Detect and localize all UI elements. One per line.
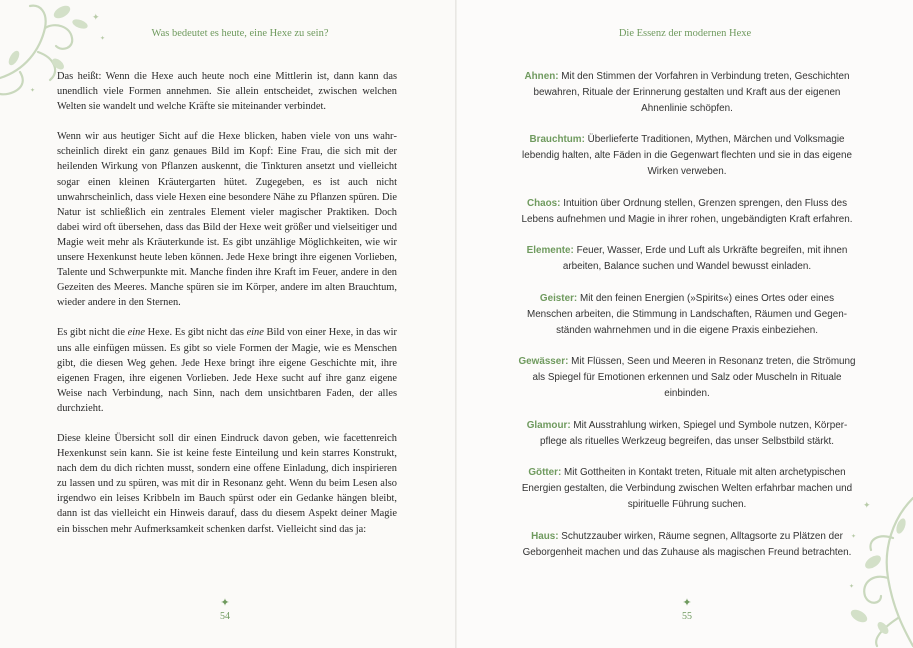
entry-term: Ahnen: <box>524 71 559 82</box>
entry-text: Mit den Stimmen der Vorfahren in Verbindung treten, Geschichten bewahren, Rituale der Erinnerung gestalten und Kraft aus der eigenen Ahnenlinie schöpfen. <box>533 71 850 114</box>
entry-term: Brauchtum: <box>529 134 585 146</box>
emphasis: eine <box>127 327 145 339</box>
paragraph: Wenn wir aus heutiger Sicht auf die Hexe blicken, haben viele von uns wahrscheinlich direkt ein ganz genaues Bild im Kopf: Eine Frau, die sich mit der heilenden Wirkung von Pflanzen auskennt, die Tinkturen ansetzt und vielleicht sogar einen kleinen Kräutergarten hütet. Zugegeben, es ist auch nicht unwahrscheinlich, dass viele Hexen eine besondere Nähe zu Pflanzen spüren. Die Natur ist schließlich ein zentrales Element vieler magischer Praktiken. Doch dabei wird oft übersehen, dass das Bild der Hexe weit größer und vielseitiger und Magie weit mehr als Kräuterkunde ist. Es gibt unzählige Möglichkeiten, wie wir unsere Hexenkunst heute leben können. Jede Hexe bringt ihre eigenen Vorlieben, Talente und Schwerpunkte mit. Manche finden ihre Kraft im Feuer, andere in den Gezeiten des Meeres. Manche spüren sie im Körper, andere im alten Brauchtum, wieder andere in den Sternen. <box>57 131 397 309</box>
svg-text:✦: ✦ <box>30 88 36 94</box>
page-number-label: 55 <box>682 611 692 622</box>
svg-text:✦: ✦ <box>851 534 857 540</box>
text-run: Bild von einer Hexe, in das wir uns alle einfügen müssen. Es gibt so viele Formen der Magie, wie es Menschen gibt, die diesen Weg gehen. Jede Hexe bringt ihre eigene Geschichte mit, ihre eigenen Fragen, ihre eigenen Vorlieben. Jede Hexe sucht auf ihre ganz eigene Weise nach Verbindung, nach Sinn, nach dem unsichtbaren Faden, der alles durchzieht. <box>57 327 397 414</box>
glossary-entry <box>517 132 857 179</box>
glossary-entry <box>517 418 857 450</box>
paragraph <box>57 325 397 416</box>
paragraph: Das heißt: Wenn die Hexe auch heute noch eine Mittlerin ist, dann kann das unendlich viele Formen annehmen. Sie allein entscheidet, zwischen welchen Welten sie wandelt und welche Kräfte sie miteinander verbindet. <box>57 71 397 113</box>
entry-text: Mit Flüssen, Seen und Meeren in Resonanz treten, die Strömung als Spiegel für Emotionen erkennen und Salz oder Muscheln in Rituale einbinden. <box>532 356 856 399</box>
page-number-label: 54 <box>220 611 230 622</box>
entry-text: Mit Ausstrahlung wirken, Spiegel und Symbole nutzen, Körperpflege als rituelles Werkzeug begreifen, das unser Selbstbild stärkt. <box>539 419 848 447</box>
entry-text: Intuition über Ordnung stellen, Grenzen sprengen, den Fluss des Lebens aufnehmen und Magie in ihrer rohen, ungebändigten Kraft erfahren. <box>521 197 853 225</box>
svg-text:✦: ✦ <box>863 500 871 510</box>
glossary-entry <box>517 196 857 228</box>
star-icon: ✦ <box>220 597 230 609</box>
body-text <box>57 69 397 552</box>
entry-term: Geister: <box>539 292 578 304</box>
paragraph: Diese kleine Übersicht soll dir einen Eindruck davon geben, wie facettenreich Hexenkunst sein kann. Sie ist keine feste Einteilung und kein starres Konstrukt, nach dem du dich richten musst, sondern eine offene Einladung, dich inspirieren zu lassen und zu spüren, was mit dir in Resonanz geht. Wenn du beim Lesen also irgendwo ein leises Kribbeln im Bauch spürst oder ein Gedanke hängen bleibt, dann ist das vielleicht ein Hinweis darauf, dass du diesem Aspekt deiner Magie ein bisschen mehr Aufmerksamkeit schenken darfst. Vielleicht sind das ja: <box>57 432 397 535</box>
floral-ornament-icon <box>843 478 913 648</box>
text-run: Es gibt nicht die <box>57 327 128 339</box>
svg-text:✦: ✦ <box>100 36 106 42</box>
glossary-entry <box>517 243 857 275</box>
page-number <box>667 598 707 622</box>
entry-term: Glamour: <box>526 419 571 431</box>
entry-text: Mit Gottheiten in Kontakt treten, Rituale mit alten archetypischen Energien gestalten, die Verbindung zwischen Welten erfahrbar machen und spirituelle Führung suchen. <box>521 467 853 510</box>
entry-term: Gewässer: <box>518 356 569 368</box>
left-page <box>0 0 456 648</box>
entry-term: Haus: <box>531 530 559 542</box>
entry-term: Elemente: <box>526 245 574 257</box>
entry-text: Feuer, Wasser, Erde und Luft als Urkräfte begreifen, mit ihnen arbeiten, Balance suchen und Wandel bewusst einladen. <box>562 245 848 273</box>
glossary-entry <box>517 465 857 512</box>
emphasis: eine <box>246 327 264 339</box>
glossary-entry <box>517 354 857 401</box>
svg-text:✦: ✦ <box>92 12 100 22</box>
glossary-list <box>517 69 857 576</box>
glossary-entry <box>517 529 857 561</box>
entry-text: Überlieferte Traditionen, Mythen, Märchen und Volksmagie lebendig halten, alte Fäden in die Gegenwart flechten und sie in das eigene Wirken verweben. <box>522 134 852 177</box>
svg-text:✦: ✦ <box>849 584 855 590</box>
glossary-entry <box>517 291 857 338</box>
entry-term: Chaos: <box>526 197 561 209</box>
right-page <box>457 0 913 648</box>
running-head: Was bedeutet es heute, eine Hexe zu sein? <box>151 28 329 39</box>
glossary-entry <box>517 69 857 116</box>
text-run: Hexe. Es gibt nicht das <box>144 327 247 339</box>
running-head: Die Essenz der modernen Hexe <box>618 28 752 39</box>
page-number <box>205 598 245 622</box>
entry-text: Mit den feinen Energien (»Spirits«) eines Ortes oder eines Menschen arbeiten, die Stimmung in Landschaften, Räumen und Gegenständen wahrnehmen und in die eigene Praxis einbeziehen. <box>526 292 848 336</box>
star-icon: ✦ <box>682 597 692 609</box>
entry-text: Schutzzauber wirken, Räume segnen, Alltagsorte zu Plätzen der Geborgenheit machen und das Zuhause als magischen Freund betrachten. <box>522 530 852 558</box>
entry-term: Götter: <box>528 467 562 479</box>
